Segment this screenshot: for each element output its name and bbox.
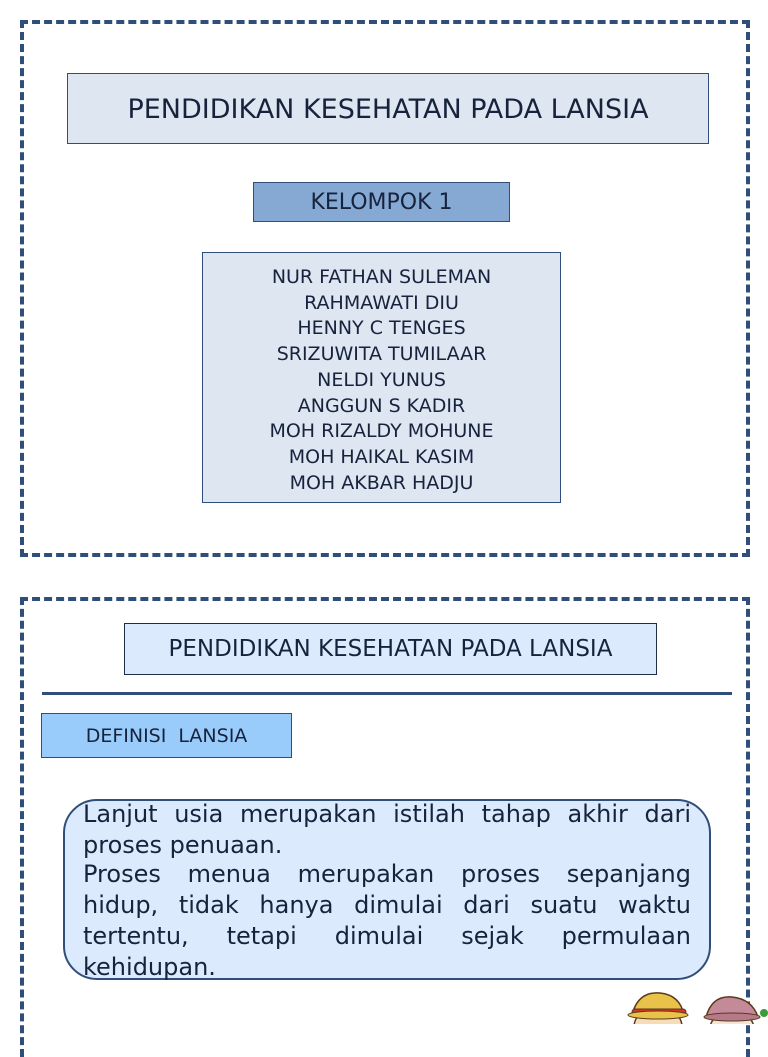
member-name: SRIZUWITA TUMILAAR bbox=[276, 343, 487, 366]
member-name: MOH HAIKAL KASIM bbox=[288, 445, 475, 468]
member-name: MOH AKBAR HADJU bbox=[289, 471, 474, 494]
slide-1-frame bbox=[20, 20, 750, 557]
member-name: RAHMAWATI DIU bbox=[304, 291, 459, 314]
section-label: DEFINISI LANSIA bbox=[41, 713, 292, 758]
member-name: NELDI YUNUS bbox=[317, 368, 446, 391]
slide-1-title: PENDIDIKAN KESEHATAN PADA LANSIA bbox=[67, 73, 709, 144]
member-name: MOH RIZALDY MOHUNE bbox=[269, 420, 494, 443]
member-name: NUR FATHAN SULEMAN bbox=[271, 266, 492, 288]
divider-line bbox=[42, 692, 732, 695]
slide-2-title: PENDIDIKAN KESEHATAN PADA LANSIA bbox=[124, 623, 657, 675]
group-label: KELOMPOK 1 bbox=[253, 182, 510, 222]
member-name: ANGGUN S KADIR bbox=[297, 394, 466, 417]
member-name: HENNY C TENGES bbox=[297, 317, 466, 340]
definition-text-box bbox=[63, 799, 711, 980]
member-list bbox=[202, 252, 561, 503]
definition-paragraph-1: Lanjut usia merupakan istilah tahap akhir dari proses penuaan. bbox=[83, 800, 691, 859]
cartoon-elderly-couple-icon bbox=[620, 985, 768, 1024]
definition-paragraph-2: Proses menua merupakan proses sepanjang hidup, tidak hanya dimulai dari suatu waktu tertentu, tetapi dimulai sejak permulaan kehidupan. bbox=[83, 860, 691, 981]
